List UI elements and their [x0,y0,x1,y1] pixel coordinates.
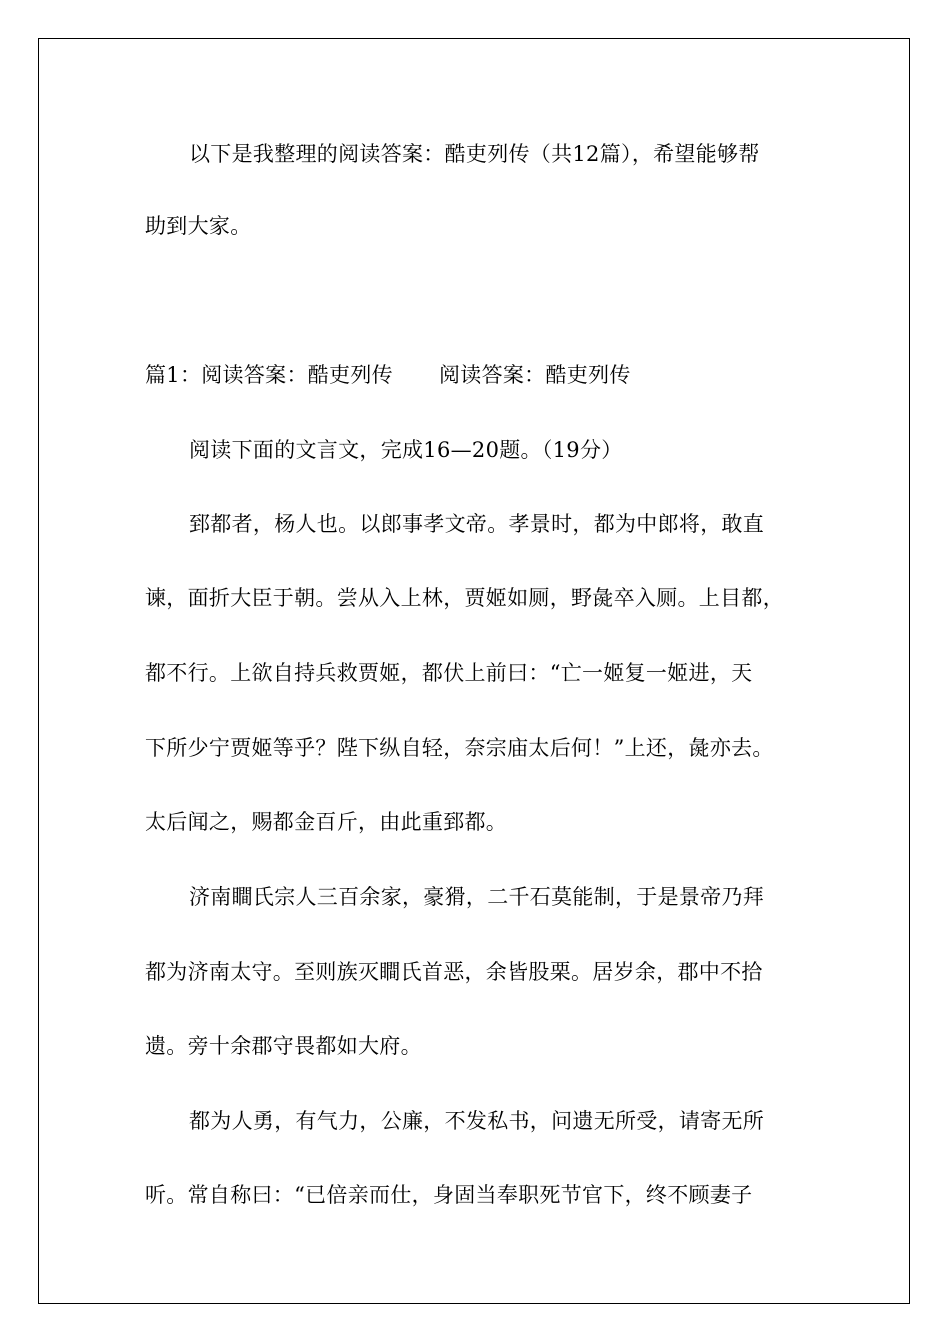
section-heading [145,361,631,389]
paragraph-2-line-3: 遗。旁十余郡守畏都如大府。 [145,1034,422,1058]
paragraph-1-line-2: 谏，面折大臣于朝。尝从入上林，贾姬如厕，野彘卒入厕。上目都， [145,586,784,610]
intro-line-2: 助到大家。 [145,214,252,238]
paragraph-1-line-4: 下所少宁贾姬等乎？陛下纵自轻，奈宗庙太后何！”上还，彘亦去。 [145,736,774,760]
paragraph-3-line-2: 听。常自称曰：“已倍亲而仕，身固当奉职死节官下，终不顾妻子 [145,1183,753,1207]
paragraph-3-line-1: 都为人勇，有气力，公廉，不发私书，问遗无所受，请寄无所 [189,1109,765,1133]
instruction-line: 阅读下面的文言文，完成16—20题。（19分） [189,438,623,462]
paragraph-2-line-1: 济南瞷氏宗人三百余家，豪猾，二千石莫能制，于是景帝乃拜 [189,885,765,909]
section-heading-b: 阅读答案：酷吏列传 [438,363,631,387]
paragraph-2-line-2: 都为济南太守。至则族灭瞷氏首恶，余皆股栗。居岁余，郡中不拾 [145,960,763,984]
paragraph-1-line-1: 郅都者，杨人也。以郎事孝文帝。孝景时，都为中郎将，敢直 [189,512,765,536]
paragraph-1-line-3: 都不行。上欲自持兵救贾姬，都伏上前曰：“亡一姬复一姬进，天 [145,661,753,685]
section-heading-a: 篇1：阅读答案：酷吏列传 [145,363,393,387]
paragraph-1-line-5: 太后闻之，赐都金百斤，由此重郅都。 [145,810,508,834]
intro-line-1: 以下是我整理的阅读答案：酷吏列传（共12篇），希望能够帮 [189,142,760,166]
